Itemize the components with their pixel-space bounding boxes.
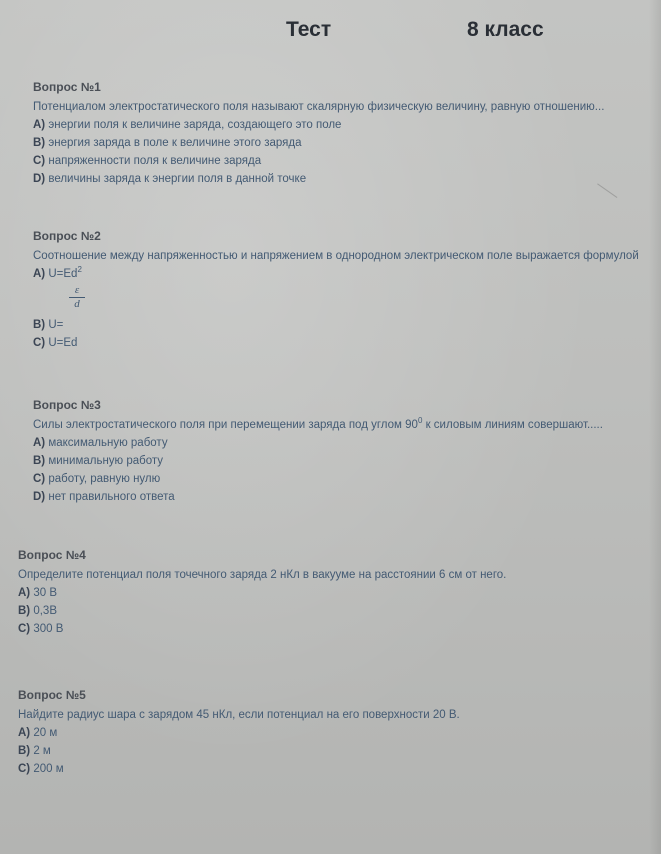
option-text: 0,3В (33, 605, 58, 617)
option-b[interactable] (33, 452, 648, 470)
option-letter: B) (33, 455, 46, 467)
option-text: напряженности поля к величине заряда (48, 155, 262, 167)
question-title: Вопрос №4 (18, 548, 86, 562)
option-text: 30 В (33, 587, 58, 599)
option-b[interactable] (18, 742, 633, 760)
question-superscript: 0 (417, 416, 423, 425)
option-text: 20 м (33, 727, 58, 739)
option-letter: C) (33, 155, 46, 167)
page-title: Тест (286, 18, 332, 41)
option-letter: C) (33, 337, 46, 349)
option-letter: A) (33, 437, 46, 449)
option-text: 200 м (33, 763, 64, 775)
option-letter: A) (33, 268, 46, 280)
option-c[interactable] (18, 760, 633, 778)
option-c[interactable] (33, 470, 648, 488)
question-title: Вопрос №5 (18, 688, 86, 702)
option-letter: A) (33, 119, 46, 131)
formula-fraction (69, 285, 85, 310)
option-text: 2 м (33, 745, 51, 757)
fraction-denominator: d (74, 298, 80, 310)
question-1 (33, 80, 648, 188)
option-letter: B) (18, 605, 31, 617)
option-b[interactable] (18, 602, 633, 620)
option-c[interactable] (33, 334, 648, 352)
option-letter: A) (18, 727, 31, 739)
option-b[interactable] (33, 134, 648, 152)
question-text-part: Силы электростатического поля при перемещении заряда под углом 90 (33, 419, 418, 431)
option-letter: B) (18, 745, 31, 757)
option-d[interactable] (33, 488, 648, 506)
question-text: Определите потенциал поля точечного заряда 2 нКл в вакууме на расстоянии 6 см от него. (18, 569, 507, 581)
fraction-numerator: ε (69, 285, 85, 298)
option-c[interactable] (33, 152, 648, 170)
option-letter: C) (33, 473, 46, 485)
option-letter: D) (33, 491, 46, 503)
option-text: минимальную работу (48, 455, 164, 467)
option-a[interactable] (33, 116, 648, 134)
question-text (33, 417, 618, 434)
option-text: U=Ed (48, 268, 78, 280)
option-letter: B) (33, 319, 46, 331)
option-text: энергии поля к величине заряда, создающего это поле (48, 119, 342, 131)
question-text: Потенциалом электростатического поля называют скалярную физическую величину, равную отношению... (33, 101, 605, 113)
option-letter: C) (18, 623, 31, 635)
question-4 (18, 548, 633, 638)
option-letter: D) (33, 173, 46, 185)
option-letter: B) (33, 137, 46, 149)
grade-label: 8 класс (467, 18, 544, 41)
option-text: нет правильного ответа (48, 491, 175, 503)
question-5 (18, 688, 633, 778)
option-letter: A) (18, 587, 31, 599)
option-a[interactable] (18, 584, 633, 602)
question-2 (33, 229, 648, 352)
option-text: 300 В (33, 623, 64, 635)
option-a[interactable] (33, 434, 648, 452)
option-text: величины заряда к энергии поля в данной точке (48, 173, 307, 185)
question-text: Соотношение между напряженностью и напряжением в однородном электрическом поле выражается формулой (33, 250, 639, 262)
question-text-part: к силовым линиям совершают..... (422, 419, 603, 431)
question-title: Вопрос №2 (33, 229, 101, 243)
option-a[interactable] (18, 724, 633, 742)
option-text: U= (48, 319, 64, 331)
option-b[interactable] (33, 316, 648, 334)
option-text: U=Ed (48, 337, 78, 349)
question-title: Вопрос №1 (33, 80, 101, 94)
option-c[interactable] (18, 620, 633, 638)
option-text: энергия заряда в поле к величине этого заряда (48, 137, 302, 149)
question-title: Вопрос №3 (33, 398, 101, 412)
option-d[interactable] (33, 170, 648, 188)
option-a[interactable] (33, 265, 648, 283)
option-text: максимальную работу (48, 437, 168, 449)
page-shadow (649, 0, 661, 854)
option-text: работу, равную нулю (48, 473, 161, 485)
option-letter: C) (18, 763, 31, 775)
option-superscript: 2 (77, 265, 82, 274)
question-3 (33, 398, 648, 506)
question-text: Найдите радиус шара с зарядом 45 нКл, если потенциал на его поверхности 20 В. (18, 709, 460, 721)
page-header (0, 18, 661, 48)
